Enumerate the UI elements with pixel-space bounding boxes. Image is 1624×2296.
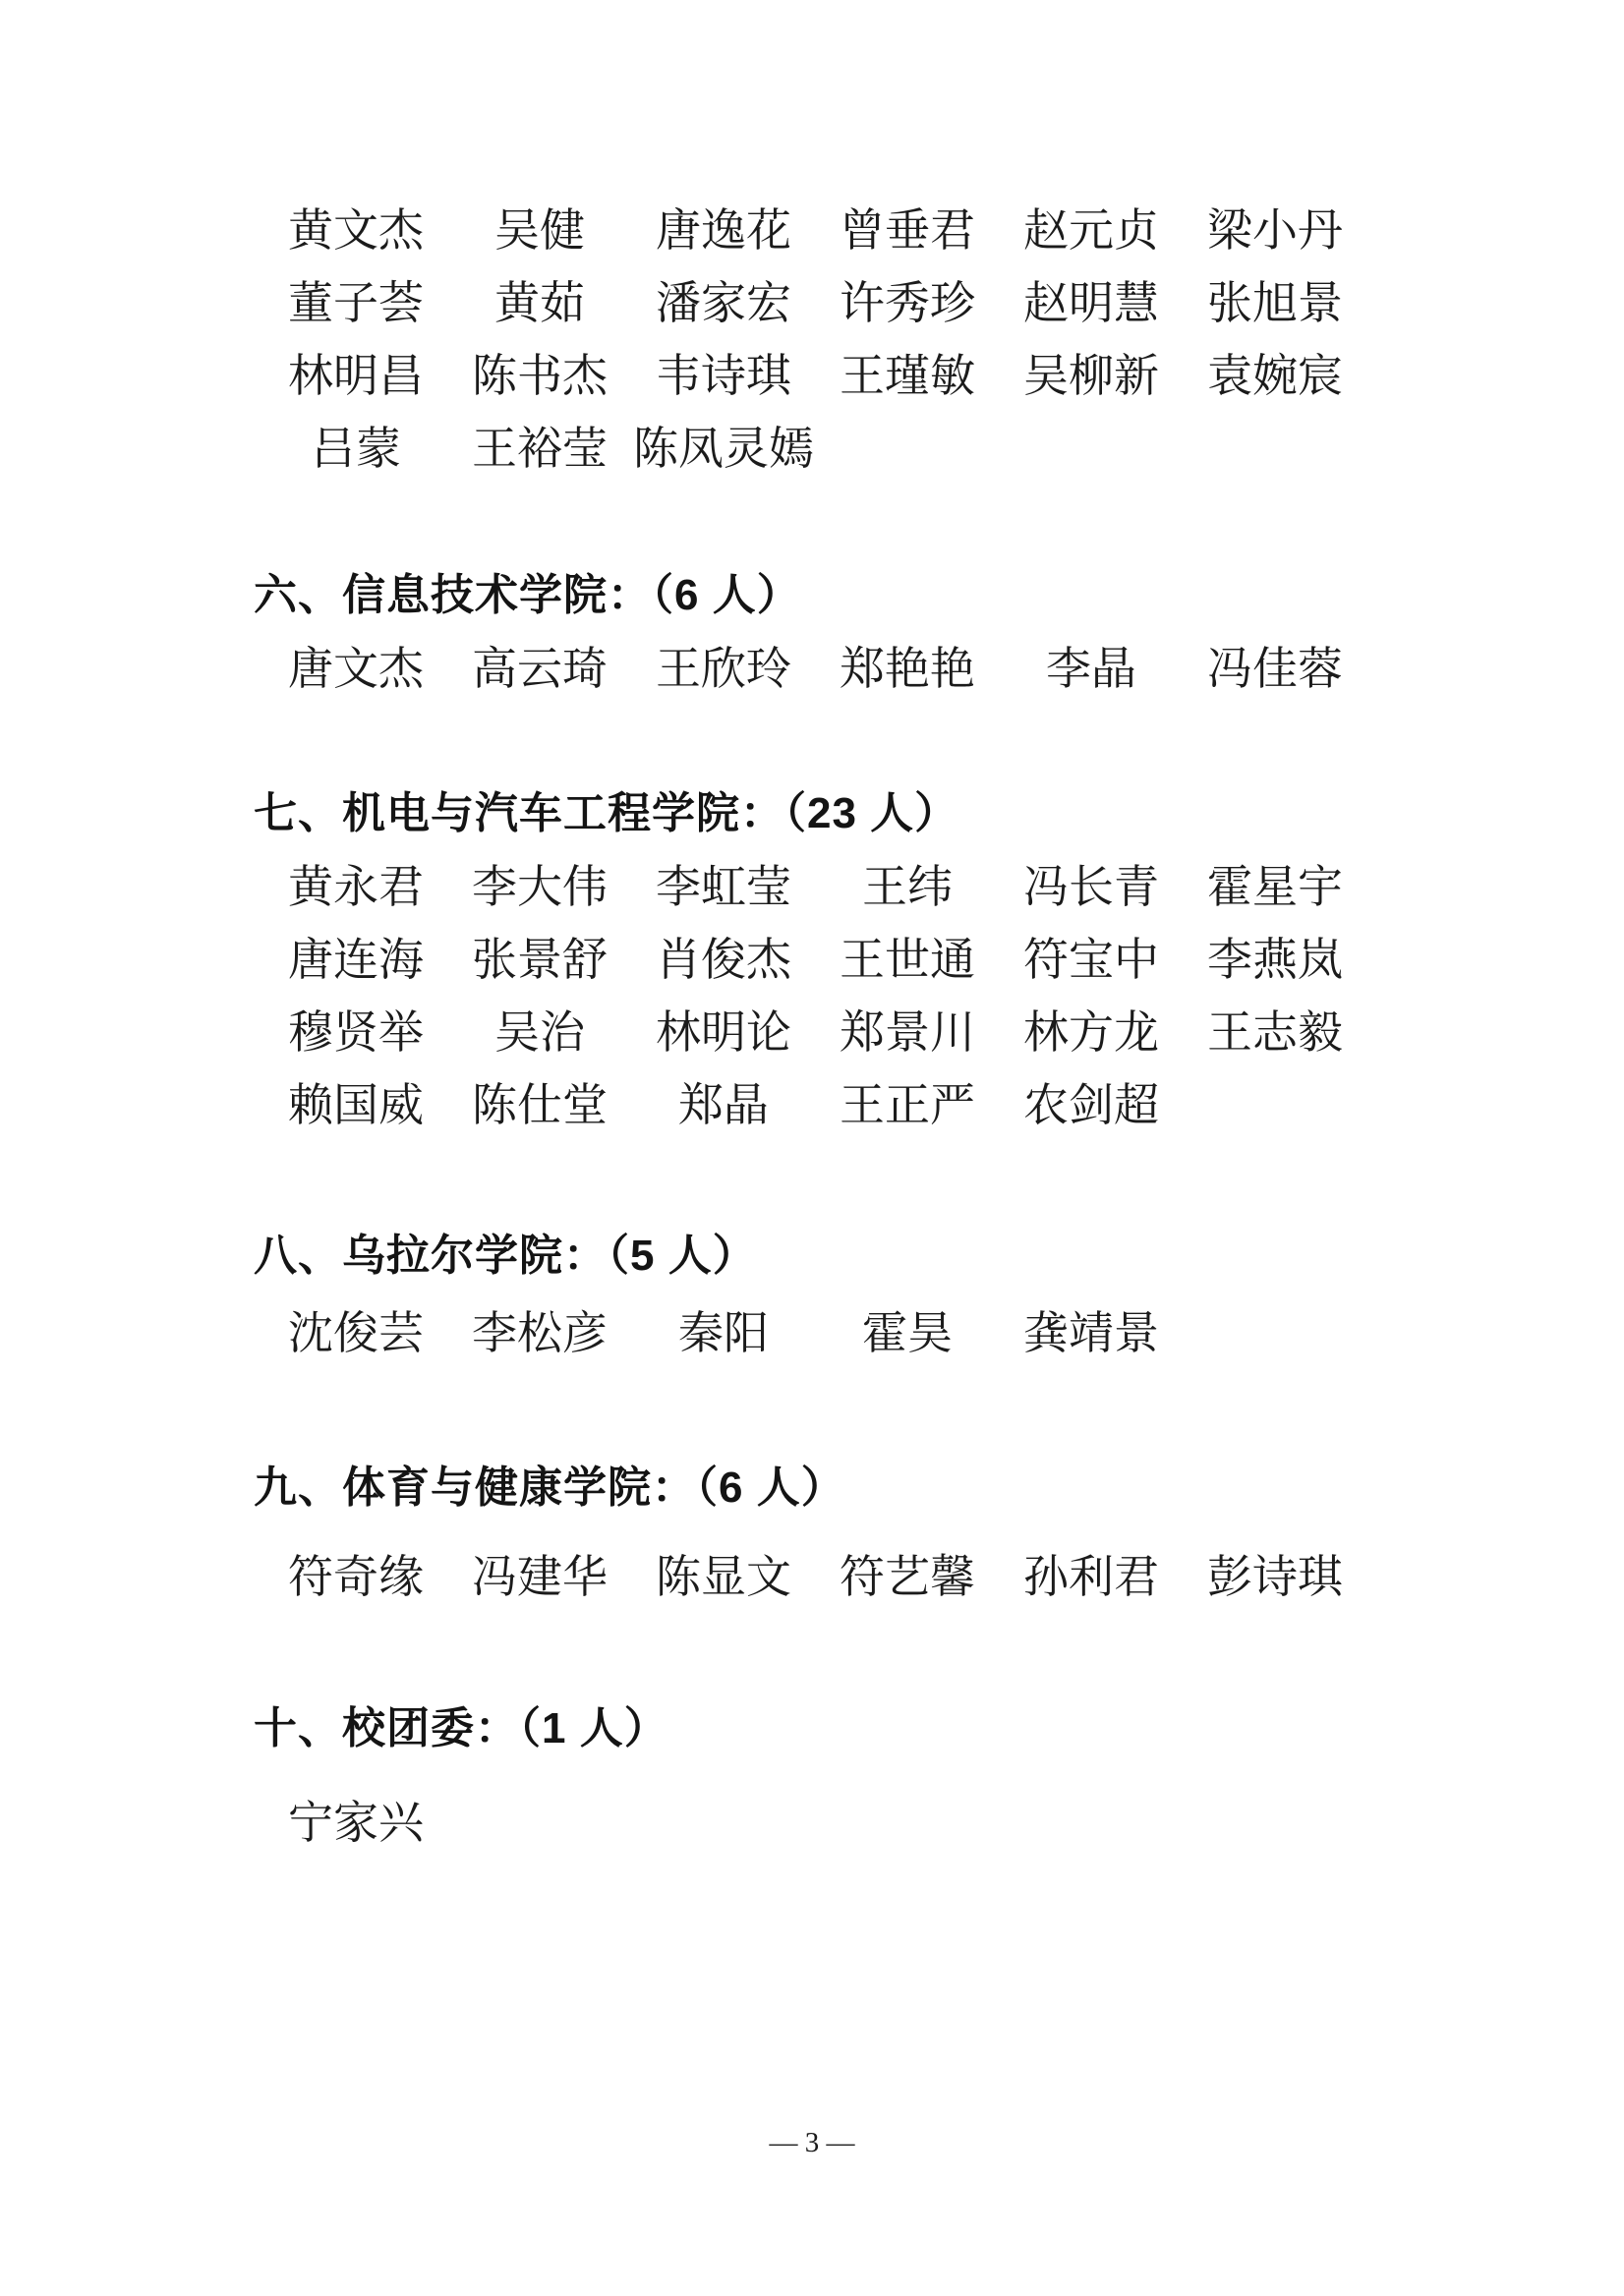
name-cell <box>471 348 655 405</box>
section-heading-6: 六、信息技术学院：（6 人） <box>254 571 801 619</box>
person-name: 韦诗琪 <box>656 351 791 401</box>
person-name: 冯长青 <box>1023 862 1159 912</box>
name-cell <box>839 1077 1022 1134</box>
name-cell <box>1022 1004 1206 1062</box>
person-name: 李燕岚 <box>1207 935 1343 985</box>
name-cell <box>287 1549 471 1606</box>
person-name: 高云琦 <box>472 644 608 694</box>
person-name: 冯建华 <box>472 1552 608 1602</box>
name-row <box>287 932 1390 989</box>
name-cell <box>655 641 839 698</box>
name-cell <box>1206 641 1390 698</box>
name-cell <box>471 1549 655 1606</box>
person-name: 唐连海 <box>288 935 424 985</box>
name-cell <box>839 859 1022 916</box>
person-name: 郑景川 <box>840 1007 975 1058</box>
person-name: 陈凤灵嫣 <box>633 424 814 474</box>
person-name: 黄永君 <box>288 862 424 912</box>
name-cell <box>287 641 471 698</box>
person-name: 吕蒙 <box>311 424 401 474</box>
name-cell <box>471 421 655 478</box>
person-name: 袁婉宸 <box>1207 351 1343 401</box>
name-row <box>287 202 1390 259</box>
name-row <box>287 348 1390 405</box>
name-cell <box>471 859 655 916</box>
person-name: 符宝中 <box>1023 935 1159 985</box>
name-cell <box>287 275 471 332</box>
person-name: 黄茹 <box>494 278 585 328</box>
name-row <box>287 1077 1206 1134</box>
name-cell <box>839 202 1022 259</box>
person-name: 郑晶 <box>678 1080 769 1130</box>
name-cell <box>1022 932 1206 989</box>
person-name: 农剑超 <box>1023 1080 1159 1130</box>
person-name: 黄文杰 <box>288 205 424 256</box>
person-name: 赖国威 <box>288 1080 424 1130</box>
section-heading-8: 八、乌拉尔学院：（5 人） <box>254 1232 757 1280</box>
person-name: 符艺馨 <box>840 1552 975 1602</box>
person-name: 林明昌 <box>288 351 424 401</box>
person-name: 霍星宇 <box>1207 862 1343 912</box>
person-name: 王志毅 <box>1207 1007 1343 1058</box>
name-cell <box>1022 348 1206 405</box>
name-cell <box>633 421 839 478</box>
name-cell <box>1206 275 1390 332</box>
name-cell <box>1206 348 1390 405</box>
person-name: 龚靖景 <box>1023 1308 1159 1358</box>
person-name: 王世通 <box>840 935 975 985</box>
name-cell <box>655 275 839 332</box>
name-cell <box>287 1305 471 1362</box>
person-name: 林方龙 <box>1023 1007 1159 1058</box>
name-row <box>287 421 839 478</box>
name-cell <box>471 641 655 698</box>
person-name: 陈仕堂 <box>472 1080 608 1130</box>
name-cell <box>839 1004 1022 1062</box>
person-name: 冯佳蓉 <box>1207 644 1343 694</box>
name-cell <box>1022 1305 1206 1362</box>
person-name: 赵明慧 <box>1023 278 1159 328</box>
name-cell <box>1022 1549 1206 1606</box>
person-name: 王裕莹 <box>472 424 608 474</box>
person-name: 许秀珍 <box>840 278 975 328</box>
name-cell <box>471 932 655 989</box>
name-cell <box>655 1549 839 1606</box>
name-cell <box>287 202 471 259</box>
name-cell <box>839 1549 1022 1606</box>
person-name: 唐文杰 <box>288 644 424 694</box>
name-cell <box>655 202 839 259</box>
name-cell <box>287 348 471 405</box>
name-cell <box>1206 1549 1390 1606</box>
name-cell <box>655 932 839 989</box>
name-row <box>287 859 1390 916</box>
person-name: 霍昊 <box>862 1308 953 1358</box>
person-name: 吴治 <box>494 1007 585 1058</box>
name-cell <box>1206 202 1390 259</box>
name-cell <box>287 421 471 478</box>
person-name: 唐逸花 <box>656 205 791 256</box>
person-name: 陈显文 <box>656 1552 791 1602</box>
person-name: 孙利君 <box>1023 1552 1159 1602</box>
person-name: 郑艳艳 <box>840 644 975 694</box>
name-cell <box>471 275 655 332</box>
person-name: 曾垂君 <box>840 205 975 256</box>
person-name: 陈书杰 <box>472 351 608 401</box>
person-name: 穆贤举 <box>288 1007 424 1058</box>
name-cell <box>287 1795 471 1852</box>
person-name: 李松彦 <box>472 1308 608 1358</box>
name-cell <box>471 1305 655 1362</box>
name-cell <box>287 859 471 916</box>
section-heading-7: 七、机电与汽车工程学院：（23 人） <box>254 789 959 837</box>
name-cell <box>655 859 839 916</box>
person-name: 符奇缘 <box>288 1552 424 1602</box>
section-heading-9: 九、体育与健康学院：（6 人） <box>254 1464 845 1512</box>
name-cell <box>1022 859 1206 916</box>
name-cell <box>839 641 1022 698</box>
name-cell <box>287 932 471 989</box>
person-name: 李晶 <box>1046 644 1136 694</box>
person-name: 吴健 <box>494 205 585 256</box>
name-cell <box>655 1305 839 1362</box>
person-name: 王正严 <box>840 1080 975 1130</box>
person-name: 董子荟 <box>288 278 424 328</box>
name-row <box>287 1004 1390 1062</box>
name-cell <box>1022 275 1206 332</box>
person-name: 宁家兴 <box>288 1798 424 1848</box>
person-name: 王纬 <box>862 862 953 912</box>
person-name: 潘家宏 <box>656 278 791 328</box>
person-name: 张旭景 <box>1207 278 1343 328</box>
name-row <box>287 275 1390 332</box>
person-name: 王欣玲 <box>656 644 791 694</box>
name-cell <box>471 1077 655 1134</box>
name-cell <box>471 1004 655 1062</box>
name-cell <box>287 1004 471 1062</box>
person-name: 李大伟 <box>472 862 608 912</box>
name-cell <box>655 348 839 405</box>
person-name: 张景舒 <box>472 935 608 985</box>
person-name: 秦阳 <box>678 1308 769 1358</box>
name-cell <box>471 202 655 259</box>
name-cell <box>1022 1077 1206 1134</box>
name-cell <box>1206 1004 1390 1062</box>
person-name: 赵元贞 <box>1023 205 1159 256</box>
name-cell <box>287 1077 471 1134</box>
name-row <box>287 1549 1390 1606</box>
person-name: 梁小丹 <box>1207 205 1343 256</box>
name-cell <box>1206 932 1390 989</box>
name-cell <box>839 275 1022 332</box>
name-cell <box>655 1077 839 1134</box>
name-cell <box>1206 859 1390 916</box>
person-name: 肖俊杰 <box>656 935 791 985</box>
section-heading-10: 十、校团委：（1 人） <box>254 1704 668 1752</box>
person-name: 沈俊芸 <box>288 1308 424 1358</box>
name-cell <box>1022 641 1206 698</box>
name-cell <box>839 1305 1022 1362</box>
name-row <box>287 1305 1206 1362</box>
page-number: — 3 — <box>769 2127 855 2158</box>
name-cell <box>655 1004 839 1062</box>
name-row <box>287 641 1390 698</box>
name-cell <box>1022 202 1206 259</box>
name-cell <box>839 348 1022 405</box>
person-name: 林明论 <box>656 1007 791 1058</box>
person-name: 彭诗琪 <box>1207 1552 1343 1602</box>
person-name: 吴柳新 <box>1023 351 1159 401</box>
person-name: 王瑾敏 <box>840 351 975 401</box>
name-cell <box>839 932 1022 989</box>
name-row <box>287 1795 471 1852</box>
person-name: 李虹莹 <box>656 862 791 912</box>
